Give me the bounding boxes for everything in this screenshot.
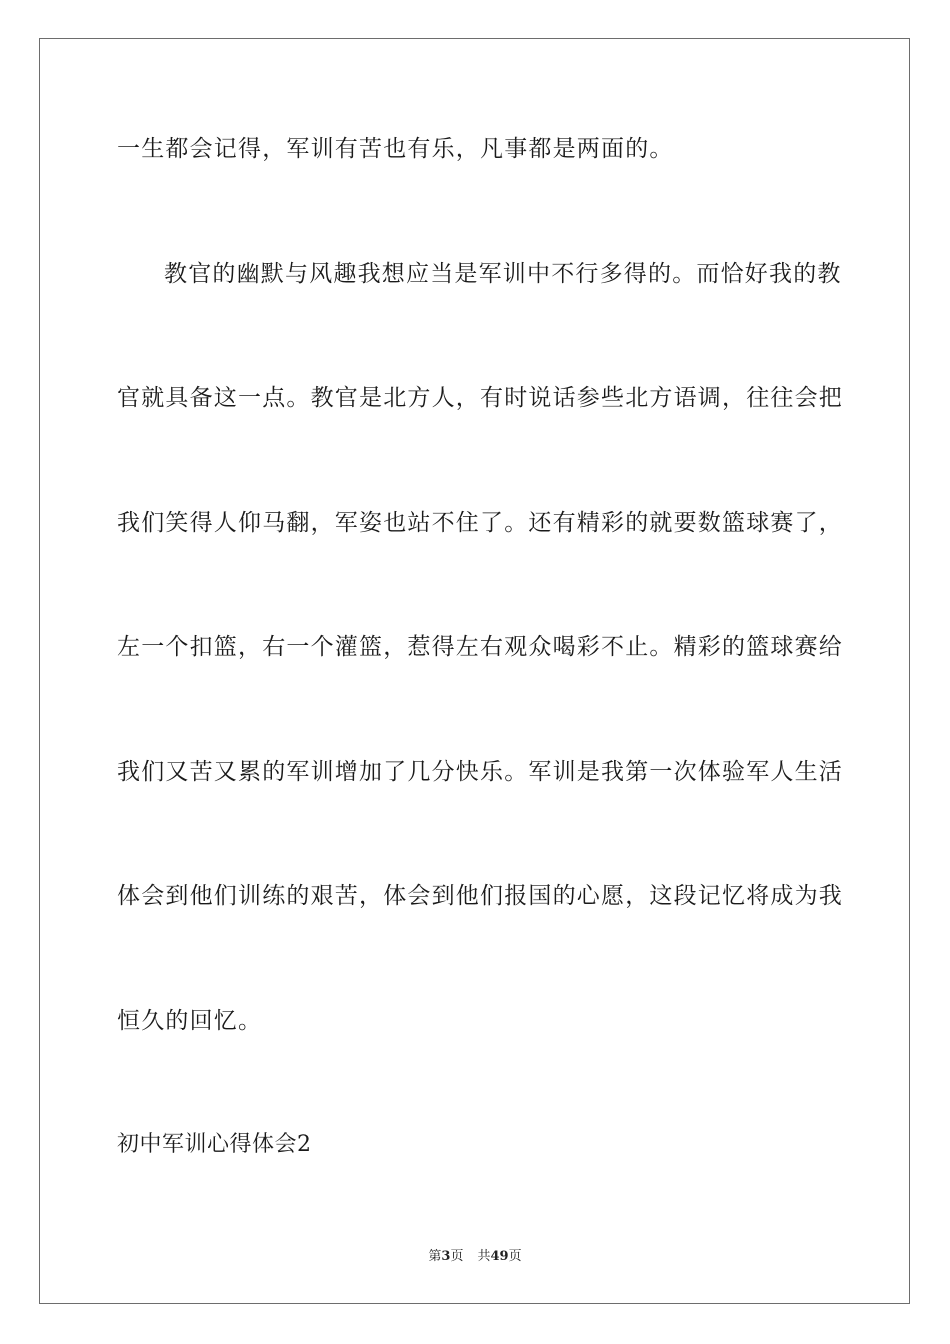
page-footer	[0, 1248, 950, 1266]
body-line-8: 恒久的回忆。	[117, 1008, 263, 1034]
total-pages: 49	[490, 1249, 509, 1264]
total-suffix: 页	[508, 1249, 522, 1264]
body-line-4: 我们笑得人仰马翻，军姿也站不住了。还有精彩的就要数篮球赛了，	[117, 510, 843, 536]
body-line-2: 教官的幽默与风趣我想应当是军训中不行多得的。而恰好我的教	[164, 261, 842, 287]
page-suffix: 页	[450, 1249, 464, 1264]
body-line-6: 我们又苦又累的军训增加了几分快乐。军训是我第一次体验军人生活	[117, 759, 843, 785]
body-line-7: 体会到他们训练的艰苦，体会到他们报国的心愿，这段记忆将成为我	[117, 883, 843, 909]
page-number: 3	[441, 1249, 451, 1264]
body-line-3: 官就具备这一点。教官是北方人，有时说话参些北方语调，往往会把	[117, 385, 843, 411]
body-line-5: 左一个扣篮，右一个灌篮，惹得左右观众喝彩不止。精彩的篮球赛给	[117, 634, 843, 660]
page-border	[39, 38, 910, 1304]
section-heading: 初中军训心得体会2	[117, 1132, 312, 1157]
body-line-1: 一生都会记得，军训有苦也有乐，凡事都是两面的。	[117, 136, 674, 162]
page-prefix: 第	[428, 1249, 442, 1264]
total-prefix: 共	[477, 1249, 491, 1264]
